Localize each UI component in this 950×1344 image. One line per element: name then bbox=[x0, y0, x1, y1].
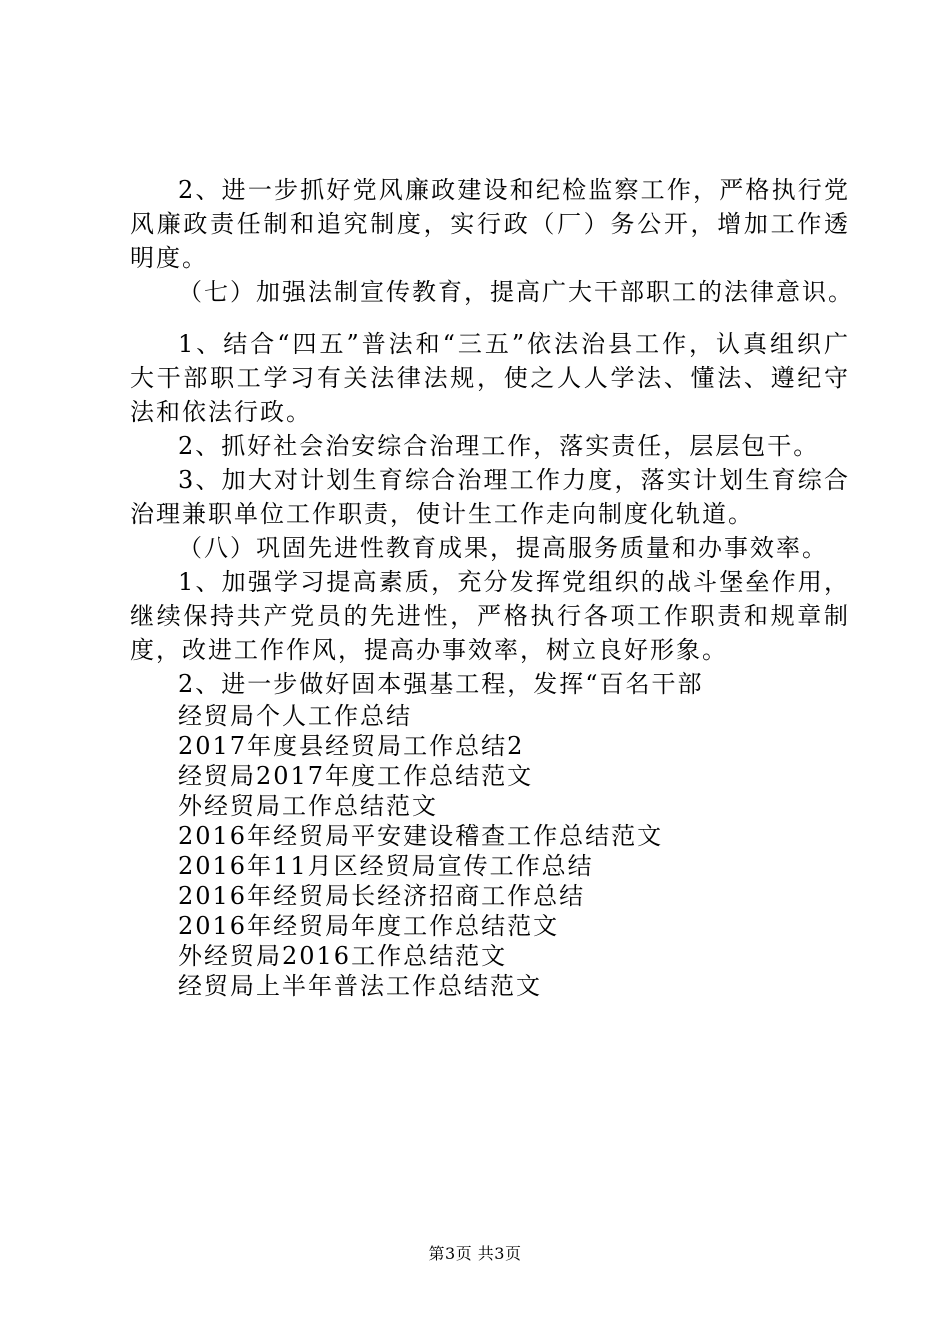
related-title: 外经贸局2016工作总结范文 bbox=[178, 942, 508, 970]
section-heading-7: （七）加强法制宣传教育，提高广大干部职工的法律意识。 bbox=[178, 278, 854, 306]
spacer bbox=[130, 309, 850, 327]
related-title: 外经贸局工作总结范文 bbox=[178, 792, 438, 820]
paragraph: 2、进一步抓好党风廉政建设和纪检监察工作，严格执行党风廉政责任制和追究制度，实行政（厂）务公开，增加工作透明度。 bbox=[130, 176, 850, 272]
paragraph: 1、结合“四五”普法和“三五”依法治县工作，认真组织广大干部职工学习有关法律法规，使之人人学法、懂法、遵纪守法和依法行政。 bbox=[130, 330, 850, 426]
related-title: 2017年度县经贸局工作总结2 bbox=[178, 732, 525, 760]
document-body bbox=[130, 173, 854, 1001]
related-title: 2016年11月区经贸局宣传工作总结 bbox=[178, 852, 594, 880]
related-title: 2016年经贸局平安建设稽查工作总结范文 bbox=[178, 822, 664, 850]
related-titles-list bbox=[130, 701, 850, 1001]
section-heading-8: （八）巩固先进性教育成果，提高服务质量和办事效率。 bbox=[178, 534, 828, 562]
related-title: 2016年经贸局长经济招商工作总结 bbox=[178, 882, 586, 910]
paragraph: 2、进一步做好固本强基工程，发挥“百名干部 bbox=[178, 670, 704, 698]
page-footer: 第3页 共3页 bbox=[428, 1244, 522, 1263]
paragraph: 3、加大对计划生育综合治理工作力度，落实计划生育综合治理兼职单位工作职责，使计生工作走向制度化轨道。 bbox=[130, 466, 850, 528]
related-title: 2016年经贸局年度工作总结范文 bbox=[178, 912, 560, 940]
paragraph: 2、抓好社会治安综合治理工作，落实责任，层层包干。 bbox=[178, 432, 820, 460]
related-title: 经贸局上半年普法工作总结范文 bbox=[178, 972, 542, 1000]
related-title: 经贸局个人工作总结 bbox=[178, 702, 412, 730]
paragraph: 1、加强学习提高素质，充分发挥党组织的战斗堡垒作用，继续保持共产党员的先进性，严格执行各项工作职责和规章制度，改进工作作风，提高办事效率，树立良好形象。 bbox=[130, 568, 850, 664]
related-title: 经贸局2017年度工作总结范文 bbox=[178, 762, 534, 790]
